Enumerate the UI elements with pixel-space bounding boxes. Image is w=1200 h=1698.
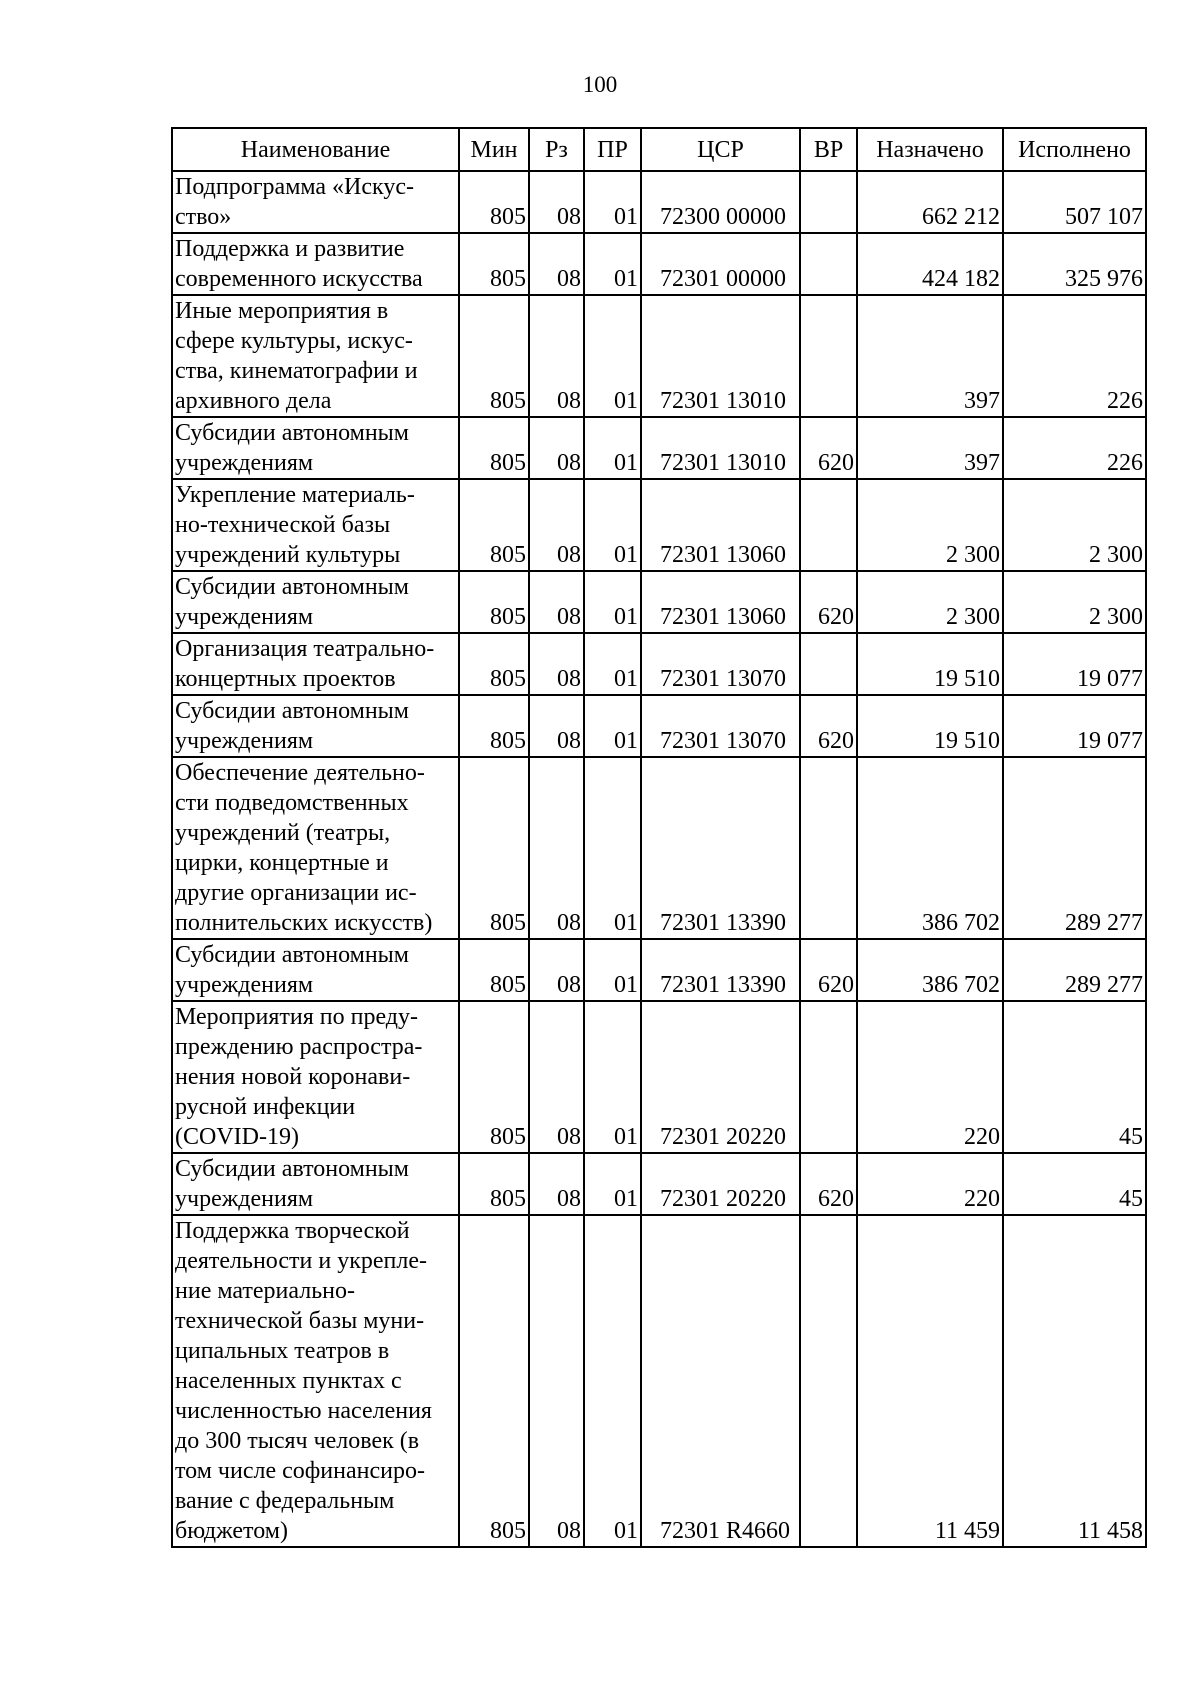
cell-executed: 507 107 [1003,171,1146,233]
cell-rz: 08 [529,939,584,1001]
table-row [172,633,1146,695]
cell-name [172,571,459,633]
name-line: Поддержка творческой [175,1218,410,1244]
name-line: архивного дела [175,388,332,414]
cell-vr [800,233,857,295]
header-min: Мин [459,128,529,171]
table-row [172,1215,1146,1547]
cell-name [172,1215,459,1547]
cell-csr: 72301 13390 [641,939,800,1001]
cell-pr: 01 [584,571,641,633]
cell-rz: 08 [529,1215,584,1547]
cell-vr [800,633,857,695]
name-line: деятельности и укрепле- [175,1248,428,1274]
table-header-row [172,128,1146,171]
cell-rz: 08 [529,171,584,233]
cell-executed: 19 077 [1003,633,1146,695]
table-row [172,479,1146,571]
name-line: бюджетом) [175,1518,288,1544]
name-line: цирки, концертные и [175,850,389,876]
cell-vr: 620 [800,571,857,633]
name-line: преждению распростра- [175,1034,423,1060]
cell-csr: 72301 00000 [641,233,800,295]
cell-csr: 72301 13060 [641,571,800,633]
cell-executed: 2 300 [1003,479,1146,571]
cell-min: 805 [459,695,529,757]
table-row [172,939,1146,1001]
cell-name [172,171,459,233]
table-row [172,171,1146,233]
table-row [172,1001,1146,1153]
cell-pr: 01 [584,479,641,571]
name-line: учреждениям [175,972,314,998]
cell-assigned: 19 510 [857,633,1003,695]
header-csr: ЦСР [641,128,800,171]
table-row [172,757,1146,939]
cell-executed: 325 976 [1003,233,1146,295]
name-line: учреждений культуры [175,542,401,568]
cell-min: 805 [459,479,529,571]
header-rz: Рз [529,128,584,171]
cell-name [172,633,459,695]
cell-pr: 01 [584,171,641,233]
cell-rz: 08 [529,417,584,479]
cell-vr [800,1001,857,1153]
cell-csr: 72301 R4660 [641,1215,800,1547]
name-line: полнительских искусств) [175,910,433,936]
cell-csr: 72301 20220 [641,1001,800,1153]
name-line: учреждениям [175,728,314,754]
name-line: учреждениям [175,1186,314,1212]
name-line: ципальных театров в [175,1338,390,1364]
cell-min: 805 [459,571,529,633]
cell-name [172,757,459,939]
table-body [172,171,1146,1547]
cell-pr: 01 [584,295,641,417]
cell-assigned: 2 300 [857,479,1003,571]
cell-csr: 72301 13070 [641,695,800,757]
cell-executed: 19 077 [1003,695,1146,757]
name-line: нения новой коронави- [175,1064,411,1090]
cell-vr: 620 [800,939,857,1001]
cell-csr: 72301 13010 [641,417,800,479]
cell-executed: 226 [1003,417,1146,479]
cell-executed: 289 277 [1003,939,1146,1001]
cell-executed: 2 300 [1003,571,1146,633]
cell-vr [800,479,857,571]
cell-vr [800,1215,857,1547]
table-row [172,295,1146,417]
name-line: ние материально- [175,1278,355,1304]
cell-min: 805 [459,295,529,417]
header-pr: ПР [584,128,641,171]
cell-min: 805 [459,233,529,295]
name-line: Субсидии автономным [175,574,409,600]
name-line: Обеспечение деятельно- [175,760,425,786]
name-line: но-технической базы [175,512,391,538]
name-line: учреждениям [175,604,314,630]
cell-vr: 620 [800,417,857,479]
name-line: численностью населения [175,1398,432,1424]
name-line: сти подведомственных [175,790,409,816]
cell-rz: 08 [529,1153,584,1215]
cell-name [172,479,459,571]
name-line: учреждениям [175,450,314,476]
cell-pr: 01 [584,233,641,295]
page-number: 100 [582,72,618,97]
cell-assigned: 19 510 [857,695,1003,757]
cell-pr: 01 [584,1001,641,1153]
name-line: населенных пунктах с [175,1368,402,1394]
cell-name [172,939,459,1001]
table-row [172,233,1146,295]
table-row [172,695,1146,757]
name-line: русной инфекции [175,1094,356,1120]
cell-assigned: 662 212 [857,171,1003,233]
cell-assigned: 386 702 [857,939,1003,1001]
cell-min: 805 [459,1153,529,1215]
name-line: Поддержка и развитие [175,236,405,262]
cell-rz: 08 [529,633,584,695]
cell-pr: 01 [584,939,641,1001]
cell-rz: 08 [529,1001,584,1153]
name-line: Мероприятия по преду- [175,1004,418,1030]
cell-vr [800,295,857,417]
cell-min: 805 [459,417,529,479]
name-line: Организация театрально- [175,636,435,662]
cell-assigned: 424 182 [857,233,1003,295]
name-line: Субсидии автономным [175,698,409,724]
name-line: ство» [175,204,232,230]
cell-rz: 08 [529,757,584,939]
cell-min: 805 [459,633,529,695]
cell-min: 805 [459,1215,529,1547]
name-line: Подпрограмма «Искус- [175,174,415,200]
name-line: Субсидии автономным [175,1156,409,1182]
cell-assigned: 220 [857,1153,1003,1215]
cell-assigned: 220 [857,1001,1003,1153]
budget-table [171,127,1147,1548]
cell-rz: 08 [529,233,584,295]
cell-assigned: 11 459 [857,1215,1003,1547]
cell-executed: 45 [1003,1001,1146,1153]
name-line: Укрепление материаль- [175,482,415,508]
cell-assigned: 2 300 [857,571,1003,633]
name-line: до 300 тысяч человек (в [175,1428,420,1454]
cell-vr: 620 [800,1153,857,1215]
cell-name [172,233,459,295]
table-row [172,417,1146,479]
table-row [172,571,1146,633]
name-line: (COVID-19) [175,1124,299,1150]
cell-rz: 08 [529,479,584,571]
name-line: сфере культуры, искус- [175,328,413,354]
cell-csr: 72301 13070 [641,633,800,695]
cell-executed: 11 458 [1003,1215,1146,1547]
name-line: другие организации ис- [175,880,417,906]
cell-rz: 08 [529,695,584,757]
cell-vr: 620 [800,695,857,757]
cell-min: 805 [459,757,529,939]
name-line: современного искусства [175,266,423,292]
cell-vr [800,171,857,233]
header-executed: Исполнено [1003,128,1146,171]
name-line: учреждений (театры, [175,820,391,846]
cell-csr: 72301 13060 [641,479,800,571]
cell-name [172,417,459,479]
cell-assigned: 386 702 [857,757,1003,939]
cell-pr: 01 [584,757,641,939]
header-name: Наименование [172,128,459,171]
cell-csr: 72301 13010 [641,295,800,417]
cell-pr: 01 [584,417,641,479]
name-line: том числе софинансиро- [175,1458,425,1484]
cell-pr: 01 [584,695,641,757]
name-line: Субсидии автономным [175,420,409,446]
name-line: концертных проектов [175,666,396,692]
name-line: вание с федеральным [175,1488,395,1514]
cell-rz: 08 [529,295,584,417]
cell-min: 805 [459,171,529,233]
cell-name [172,295,459,417]
cell-name [172,1153,459,1215]
header-assigned: Назначено [857,128,1003,171]
cell-csr: 72301 13390 [641,757,800,939]
name-line: ства, кинематографии и [175,358,418,384]
cell-executed: 289 277 [1003,757,1146,939]
cell-csr: 72301 20220 [641,1153,800,1215]
header-vr: ВР [800,128,857,171]
cell-pr: 01 [584,633,641,695]
cell-pr: 01 [584,1215,641,1547]
cell-executed: 226 [1003,295,1146,417]
cell-assigned: 397 [857,295,1003,417]
cell-min: 805 [459,1001,529,1153]
cell-name [172,1001,459,1153]
cell-executed: 45 [1003,1153,1146,1215]
cell-csr: 72300 00000 [641,171,800,233]
cell-pr: 01 [584,1153,641,1215]
cell-vr [800,757,857,939]
cell-rz: 08 [529,571,584,633]
name-line: Субсидии автономным [175,942,409,968]
name-line: технической базы муни- [175,1308,425,1334]
cell-min: 805 [459,939,529,1001]
name-line: Иные мероприятия в [175,298,389,324]
cell-name [172,695,459,757]
cell-assigned: 397 [857,417,1003,479]
table-row [172,1153,1146,1215]
